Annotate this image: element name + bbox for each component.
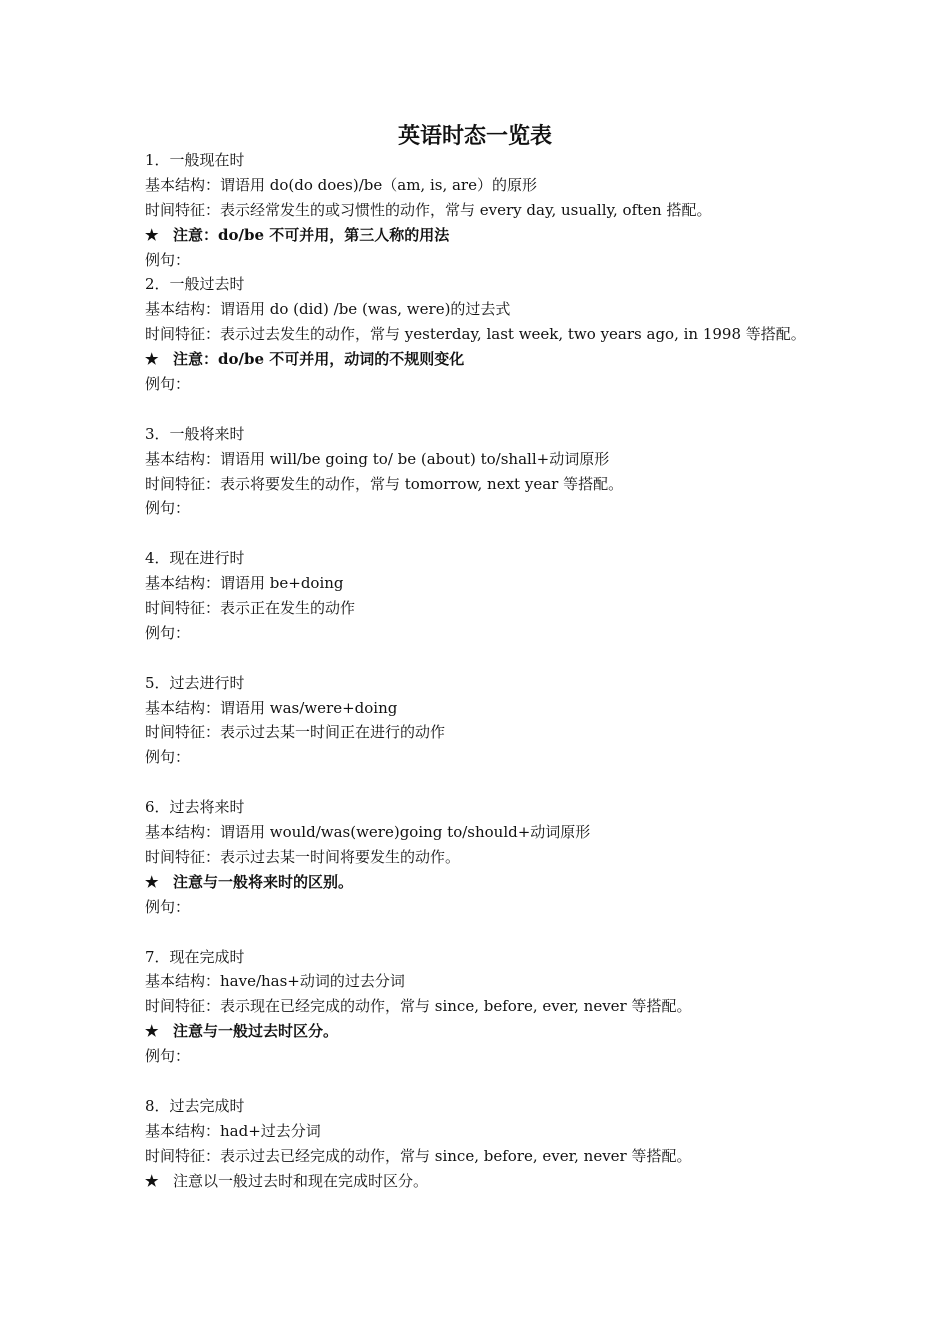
star-icon: ★ — [145, 1022, 159, 1041]
note-line — [145, 870, 825, 895]
feature-line: 时间特征：表示过去某一时间将要发生的动作。 — [145, 847, 461, 866]
blank-line — [145, 646, 825, 671]
note-line — [145, 347, 825, 372]
document-body — [145, 148, 825, 1193]
blank-line — [145, 397, 825, 422]
feature-line: 时间特征：表示过去已经完成的动作，常与 since, before, ever, never 等搭配。 — [145, 1146, 692, 1165]
feature-line: 时间特征：表示正在发生的动作 — [145, 599, 356, 618]
note-text: 注意：do/be 不可并用，第三人称的用法 — [173, 225, 450, 244]
example-label: 例句： — [145, 748, 191, 767]
star-icon: ★ — [145, 872, 159, 891]
section-heading: 2．一般过去时 — [145, 275, 245, 294]
section-heading: 1．一般现在时 — [145, 151, 245, 169]
section-present-perfect — [145, 945, 825, 1069]
feature-line: 时间特征：表示过去发生的动作，常与 yesterday, last week, two years ago, in 1998 等搭配。 — [145, 325, 806, 344]
structure-line: 基本结构：谓语用 will/be going to/ be (about) to/shall+动词原形 — [145, 449, 610, 468]
note-text: 注意：do/be 不可并用，动词的不规则变化 — [173, 350, 465, 369]
structure-line: 基本结构：谓语用 do (did) /be (was, were)的过去式 — [145, 300, 511, 319]
page-title: 英语时态一览表 — [397, 123, 552, 149]
example-label: 例句： — [145, 250, 191, 269]
star-icon: ★ — [145, 1171, 159, 1190]
section-present-continuous — [145, 546, 825, 646]
section-simple-past — [145, 272, 825, 396]
structure-line: 基本结构：have/has+动词的过去分词 — [145, 972, 405, 991]
example-label: 例句： — [145, 375, 191, 394]
example-label: 例句： — [145, 623, 191, 642]
star-icon: ★ — [145, 350, 159, 369]
section-simple-present — [145, 148, 825, 272]
structure-line: 基本结构：谓语用 would/was(were)going to/should+动词原形 — [145, 823, 591, 842]
section-past-continuous — [145, 671, 825, 771]
note-text: 注意以一般过去时和现在完成时区分。 — [173, 1171, 429, 1190]
blank-line — [145, 770, 825, 795]
structure-line: 基本结构：had+过去分词 — [145, 1121, 321, 1140]
section-heading: 3．一般将来时 — [145, 424, 245, 443]
section-past-perfect — [145, 1094, 825, 1194]
section-heading: 8．过去完成时 — [145, 1096, 245, 1115]
feature-line: 时间特征：表示经常发生的或习惯性的动作，常与 every day, usually, often 搭配。 — [145, 200, 712, 219]
note-line — [145, 1169, 825, 1194]
section-heading: 5．过去进行时 — [145, 673, 245, 692]
note-text: 注意与一般将来时的区别。 — [173, 872, 354, 891]
section-heading: 6．过去将来时 — [145, 798, 245, 817]
structure-line: 基本结构：谓语用 was/were+doing — [145, 698, 398, 717]
feature-line: 时间特征：表示过去某一时间正在进行的动作 — [145, 723, 446, 742]
note-text: 注意与一般过去时区分。 — [173, 1022, 339, 1041]
structure-line: 基本结构：谓语用 do(do does)/be（am, is, are）的原形 — [145, 175, 537, 194]
feature-line: 时间特征：表示将要发生的动作，常与 tomorrow, next year 等搭配。 — [145, 474, 624, 493]
example-label: 例句： — [145, 1047, 191, 1066]
example-label: 例句： — [145, 499, 191, 518]
feature-line: 时间特征：表示现在已经完成的动作，常与 since, before, ever, never 等搭配。 — [145, 997, 692, 1016]
blank-line — [145, 920, 825, 945]
blank-line — [145, 521, 825, 546]
section-heading: 4．现在进行时 — [145, 549, 245, 568]
example-label: 例句： — [145, 897, 191, 916]
note-line — [145, 223, 825, 248]
note-line — [145, 1019, 825, 1044]
section-simple-future — [145, 422, 825, 522]
blank-line — [145, 1069, 825, 1094]
star-icon: ★ — [145, 225, 159, 244]
section-heading: 7．现在完成时 — [145, 947, 245, 966]
structure-line: 基本结构：谓语用 be+doing — [145, 574, 344, 593]
section-future-in-past — [145, 795, 825, 919]
